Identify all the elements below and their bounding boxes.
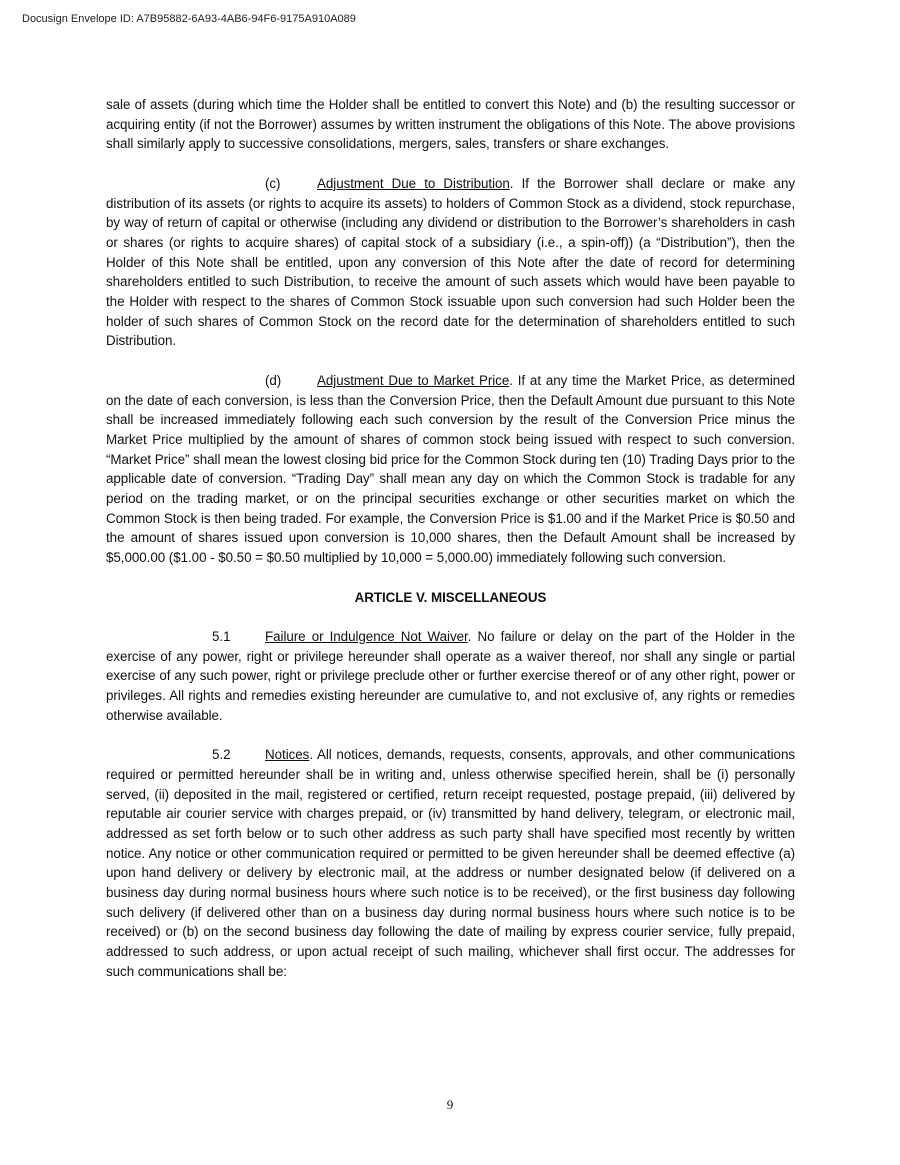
- section-d-text: . If at any time the Market Price, as determined on the date of each conversion, is less than the Conversion Price, then the Default Amount due pursuant to this Note shall be increased immediately following each such conversion by the result of the Conversion Price minus the Market Price multiplied by the amount of shares of common stock being issued with respect to such conversion. “Market Price” shall mean the lowest closing bid price for the Common Stock during ten (10) Trading Days prior to the applicable date of conversion. “Trading Day” shall mean any day on which the Common Stock is tradable for any period on the trading market, or on the principal securities exchange or other securities market on which the Common Stock is then being traded. For example, the Conversion Price is $1.00 and if the Market Price is $0.50 and the amount of shares issued upon conversion is 10,000 shares, then the Default Amount shall be increased by $5,000.00 ($1.00 - $0.50 = $0.50 multiplied by 10,000 = 5,000.00) immediately following such conversion.: [106, 372, 795, 566]
- section-5-1-number: 5.1: [212, 628, 231, 644]
- section-c: [106, 174, 795, 351]
- section-5-2-text: . All notices, demands, requests, consents, approvals, and other communications required or permitted hereunder shall be in writing and, unless otherwise specified herein, shall be (i) personally served, (ii) deposited in the mail, registered or certified, return receipt requested, postage prepaid, (iii) delivered by reputable air courier service with charges prepaid, or (iv) transmitted by hand delivery, telegram, or electronic mail, addressed as set forth below or to such other address as such party shall have specified most recently by written notice. Any notice or other communication required or permitted to be given hereunder shall be deemed effective (a) upon hand delivery or delivery by electronic mail, at the address or number designated below (if delivered on a business day during normal business hours where such notice is to be received), or the first business day following such delivery (if delivered other than on a business day during normal business hours where such notice is to be received) or (b) on the second business day following the date of mailing by express courier service, fully prepaid, addressed to such address, or upon actual receipt of such mailing, whichever shall first occur. The addresses for such communications shall be:: [106, 747, 795, 979]
- section-5-1-text: . No failure or delay on the part of the Holder in the exercise of any power, right or privilege hereunder shall operate as a waiver thereof, nor shall any single or partial exercise of any such power, right or privilege preclude other or further exercise thereof or of any other right, power or privileges. All rights and remedies existing hereunder are cumulative to, and not exclusive of, any rights or remedies otherwise available.: [106, 628, 795, 723]
- section-c-number: (c): [265, 175, 281, 191]
- article-heading: ARTICLE V. MISCELLANEOUS: [354, 589, 547, 605]
- docusign-envelope-id: Docusign Envelope ID: A7B95882-6A93-4AB6-94F6-9175A910A089: [22, 13, 356, 25]
- section-d-title: Adjustment Due to Market Price: [317, 372, 510, 388]
- section-c-text: . If the Borrower shall declare or make any distribution of its assets (or rights to acquire its assets) to holders of Common Stock as a dividend, stock repurchase, by way of return of capital or otherwise (including any dividend or distribution to the Borrower’s shareholders in cash or shares (or rights to acquire shares) of capital stock of a subsidiary (i.e., a spin-off)) (a “Distribution”), then the Holder of this Note shall be entitled, upon any conversion of this Note after the date of record for determining shareholders entitled to such Distribution, to receive the amount of such assets which would have been payable to the Holder with respect to the shares of Common Stock issuable upon such conversion had such Holder been the holder of such shares of Common Stock on the record date for the determination of shareholders entitled to such Distribution.: [106, 175, 796, 349]
- section-5-2-number: 5.2: [212, 747, 231, 763]
- section-d-number: (d): [265, 372, 282, 388]
- paragraph-intro: sale of assets (during which time the Holder shall be entitled to convert this Note) and (b) the resulting successor or acquiring entity (if not the Borrower) assumes by written instrument the obligations of this Note. The above provisions shall similarly apply to successive consolidations, mergers, sales, transfers or share exchanges.: [106, 97, 795, 152]
- section-5-2-title: Notices: [265, 747, 310, 763]
- section-d: [106, 371, 795, 568]
- section-5-2: [106, 745, 795, 981]
- section-5-1-title: Failure or Indulgence Not Waiver: [265, 628, 468, 644]
- section-5-1: [106, 627, 795, 726]
- document-body: [106, 95, 795, 1001]
- section-c-title: Adjustment Due to Distribution: [317, 175, 510, 191]
- page-number: 9: [446, 1097, 454, 1112]
